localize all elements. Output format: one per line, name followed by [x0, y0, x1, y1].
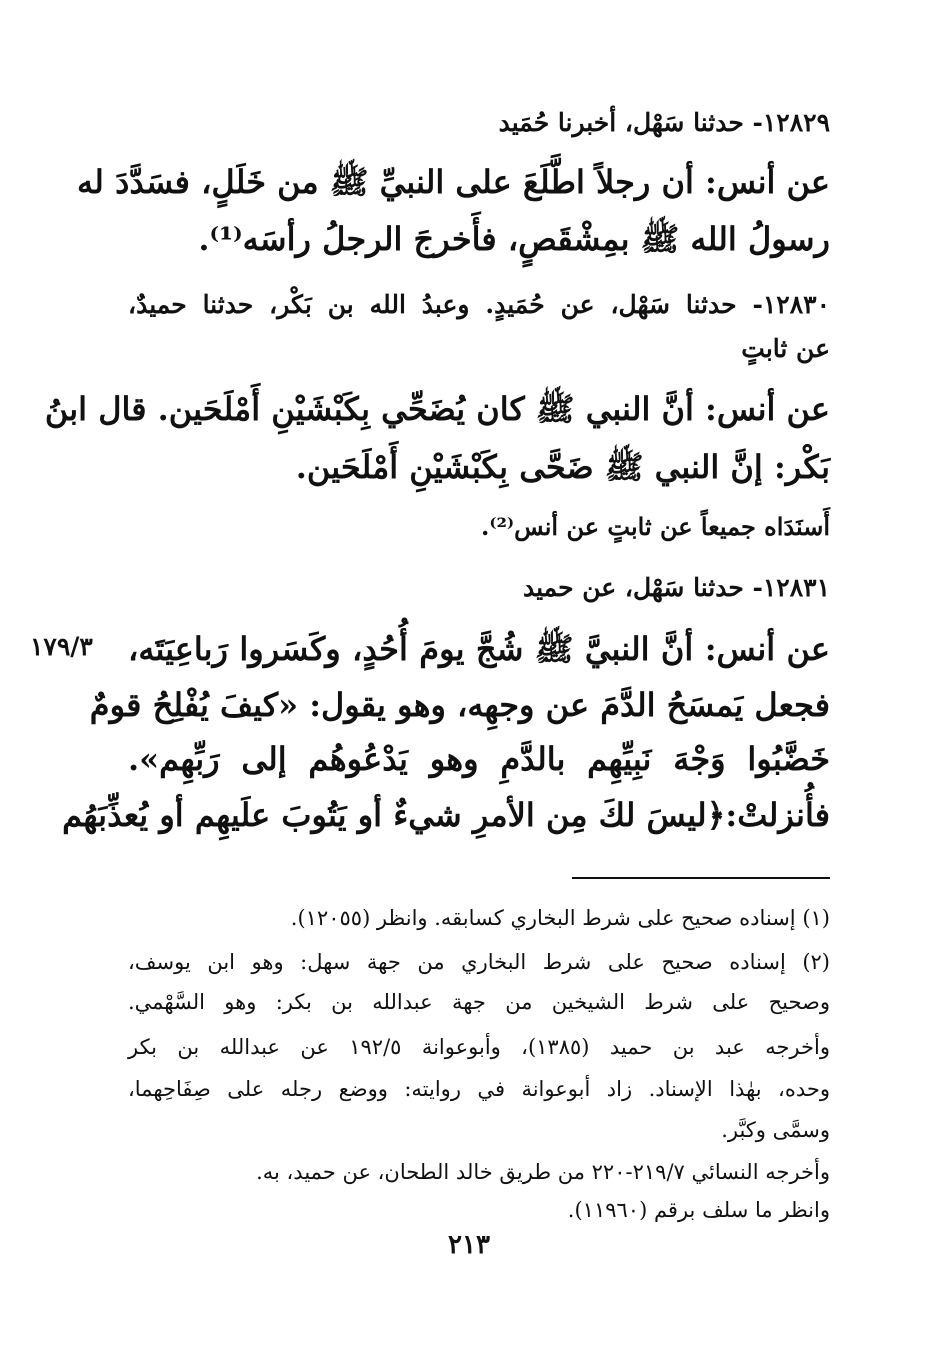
hadith-12831-text-line-4: فأُنزلتْ:﴿ليسَ لكَ مِن الأمرِ شيءٌ أو يَتُوبَ علَيهِم أو يُعذِّبَهُم [62, 796, 830, 834]
hadith-12830-text-line-2: بَكْر: إنَّ النبي ﷺ ضَحَّى بِكَبْشَيْنِ أَمْلَحَين. [295, 448, 830, 486]
footnote-2-para-2-line-1: وأخرجه عبد بن حميد (١٣٨٥)، وأبوعوانة ١٩٢/٥ عن عبدالله بن بكر [128, 1035, 830, 1059]
hadith-12829-chain: ١٢٨٢٩- حدثنا سَهْل، أخبرنا حُمَيد [498, 108, 830, 137]
footnote-2-line-2: وصحيح على شرط الشيخين من جهة عبدالله بن بكر: وهو السَّهْمي. [128, 990, 830, 1014]
hadith-12830-text-line-1: عن أنس: أنَّ النبي ﷺ كان يُضَحِّي بِكَبْشَيْنِ أَمْلَحَين. قال ابنُ [44, 390, 830, 428]
footnote-2-line-1: (٢) إسناده صحيح على شرط البخاري من جهة سهل: وهو ابن يوسف، [128, 950, 830, 974]
hadith-12830-chain-line-1: ١٢٨٣٠- حدثنا سَهْل، عن حُمَيدٍ. وعبدُ الله بن بَكْر، حدثنا حميدٌ، [128, 290, 830, 319]
footnote-2-para-3-line-2: وانظر ما سلف برقم (١١٩٦٠). [567, 1198, 830, 1222]
footnote-2-para-2-line-3: وسمَّى وكبَّر. [721, 1118, 830, 1142]
hadith-12829-text-line-1: عن أنس: أن رجلاً اطَّلَعَ على النبيِّ ﷺ من خَلَلٍ، فسَدَّدَ له [77, 163, 830, 201]
hadith-12831-text-line-2: فجعل يَمسَحُ الدَّمَ عن وجهِه، وهو يقول: «كيفَ يُفْلِحُ قومٌ [89, 686, 830, 724]
hadith-12830-chain-line-2: عن ثابتٍ [741, 334, 830, 363]
footnote-separator [572, 877, 830, 879]
page-number: ٢١٣ [448, 1230, 490, 1260]
hadith-12831-chain: ١٢٨٣١- حدثنا سَهْل، عن حميد [522, 573, 830, 602]
footnote-2-para-3-line-1: وأخرجه النسائي ٢١٩/٧-٢٢٠ من طريق خالد الطحان، عن حميد، به. [256, 1160, 830, 1184]
hadith-12829-text-line-2: رسولُ الله ﷺ بمِشْقَصٍ، فأَخرجَ الرجلُ رأسَه⁽¹⁾. [198, 220, 830, 258]
footnote-1: (١) إسناده صحيح على شرط البخاري كسابقه. وانظر (١٢٠٥٥). [290, 906, 830, 930]
footnote-2-para-2-line-2: وحده، بهٰذا الإسناد. زاد أبوعوانة في روايته: ووضع رجله على صِفَاحِهما، [128, 1077, 830, 1101]
hadith-12830-note: أَسنَدَاه جميعاً عن ثابتٍ عن أنس⁽²⁾. [480, 512, 830, 541]
hadith-12831-text-line-1: عن أنس: أنَّ النبيَّ ﷺ شُجَّ يومَ أُحُدٍ، وكَسَروا رَباعِيَتَه، [128, 630, 831, 668]
volume-page-reference: ١٧٩/٣ [30, 632, 93, 661]
hadith-12831-text-line-3: خَضَّبُوا وَجْهَ نَبِيِّهِم بالدَّمِ وهو يَدْعُوهُم إلى رَبِّهِم». [128, 740, 830, 778]
